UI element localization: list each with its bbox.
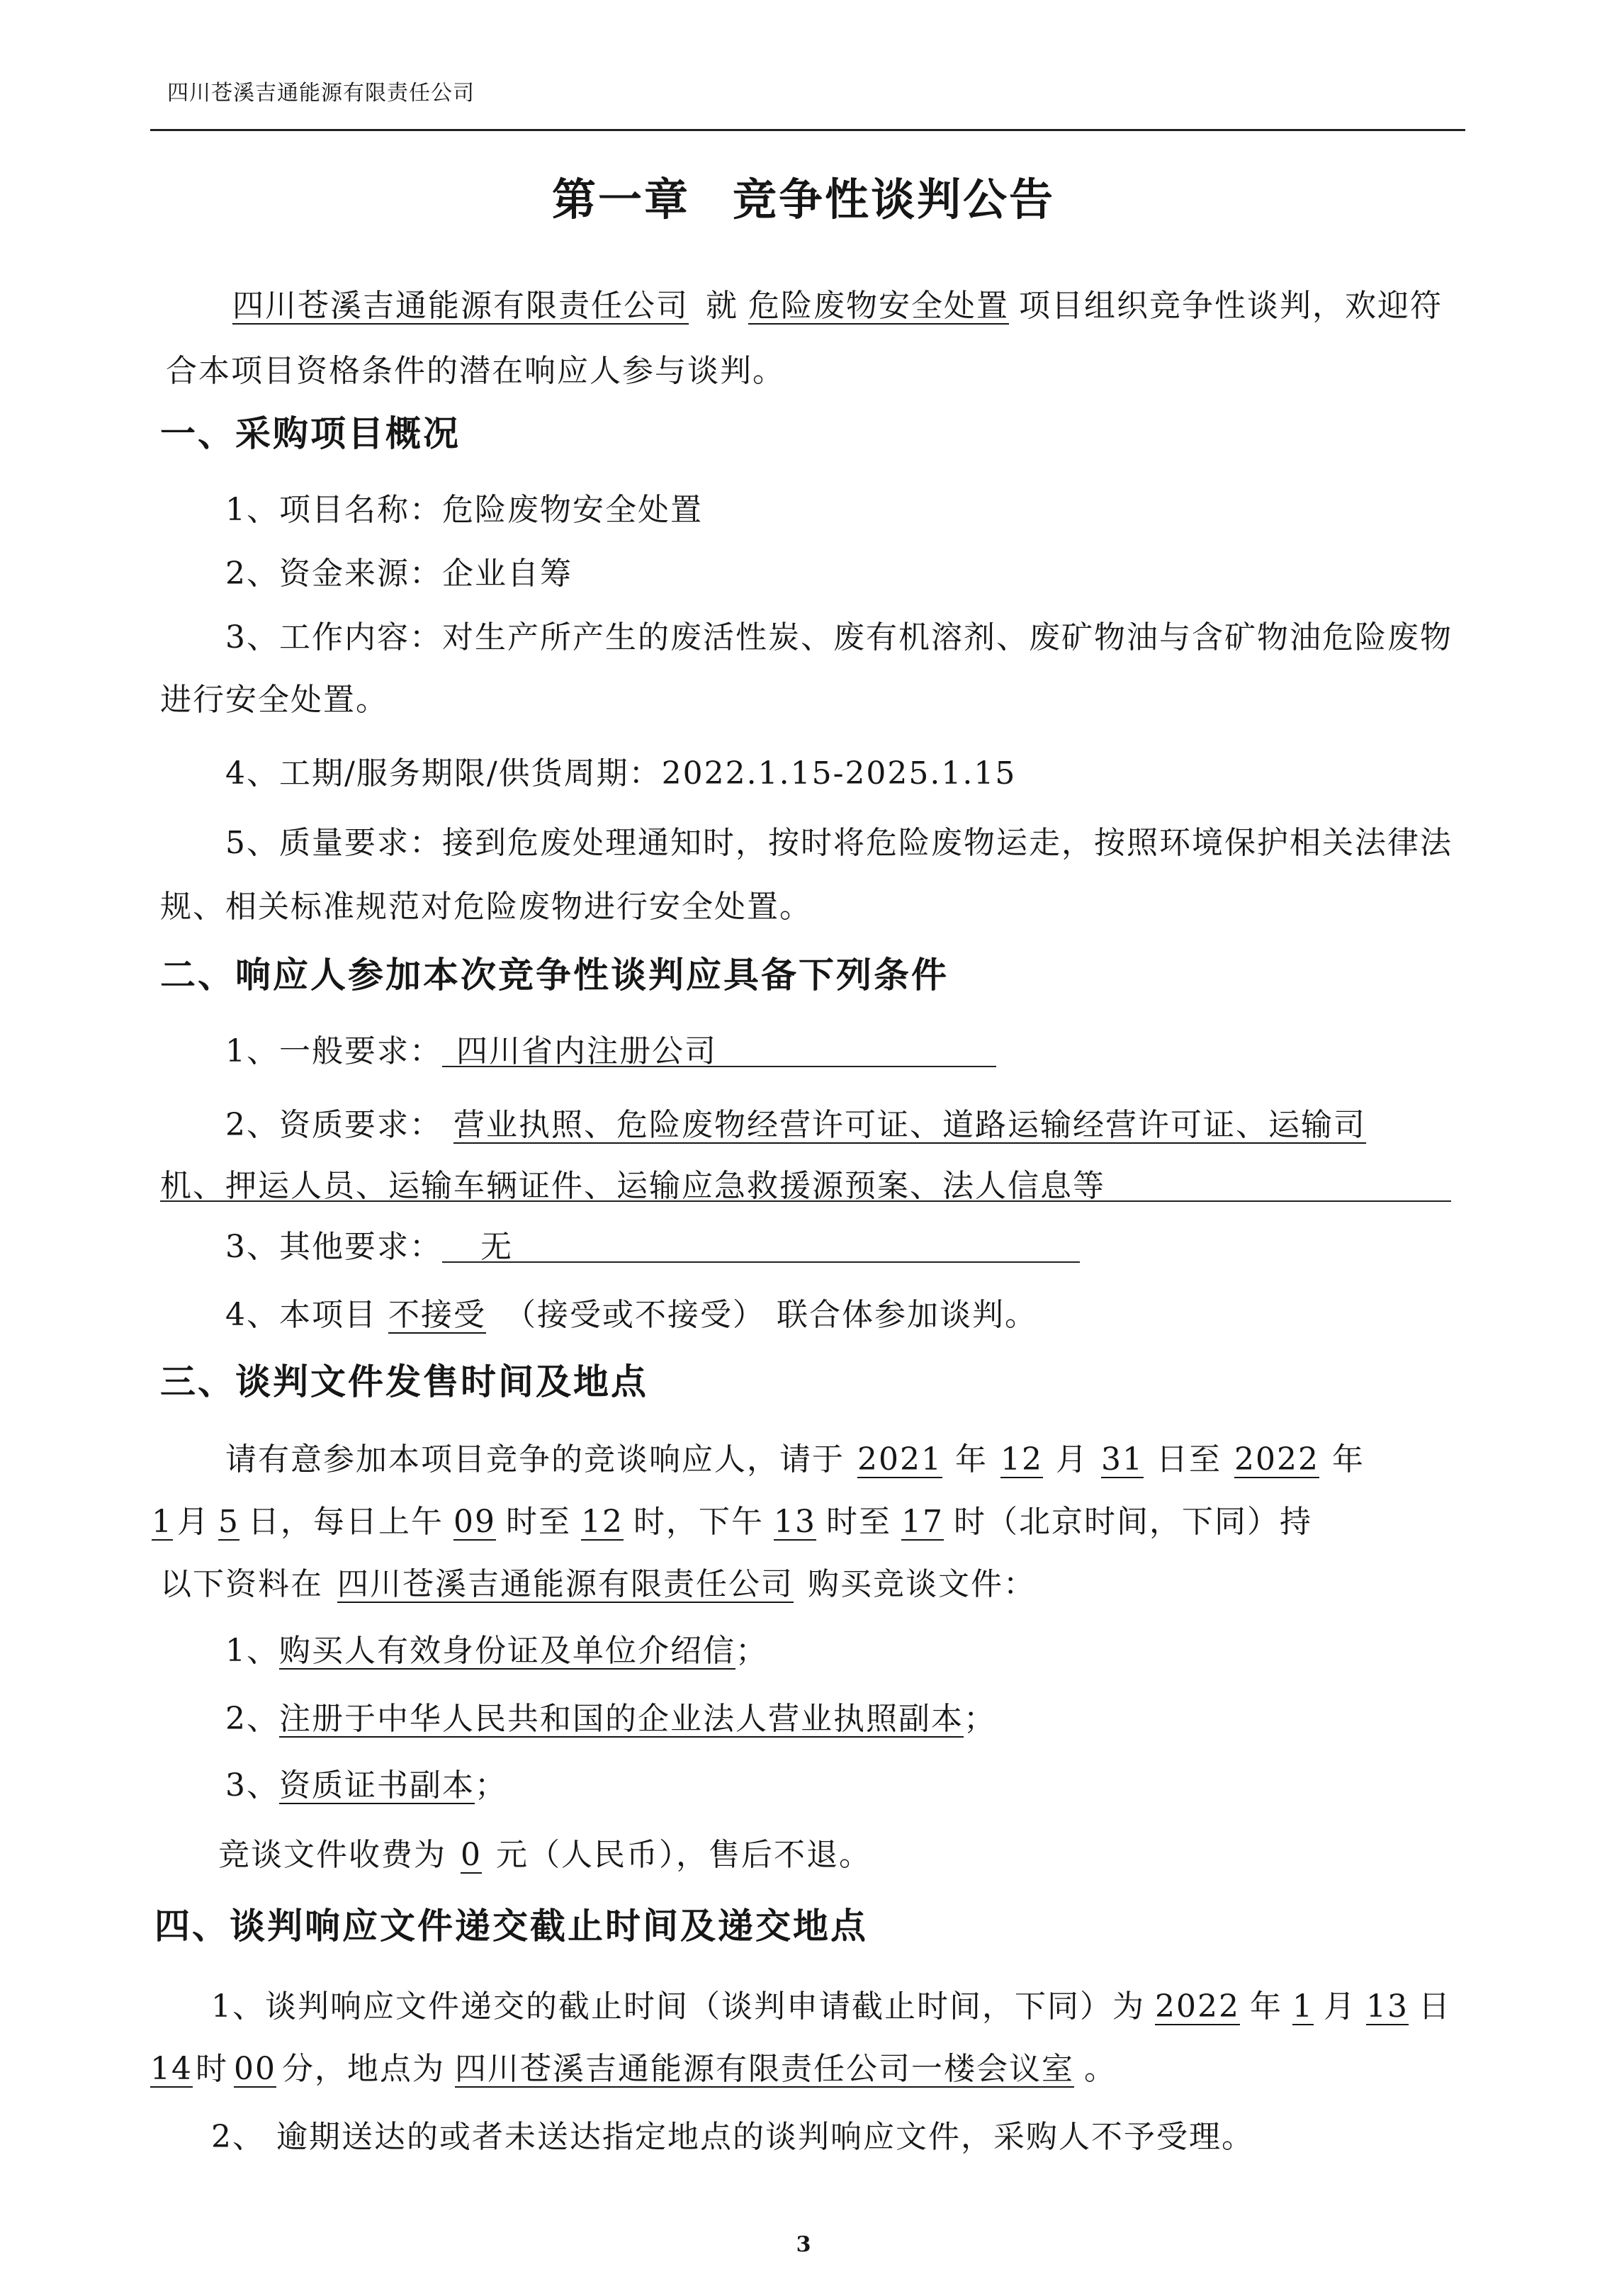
s3-para-line-2 (147, 1501, 1312, 1543)
consortium-value: 不接受 (388, 1297, 486, 1333)
s2-item-1-value: 四川省内注册公司 (442, 1030, 996, 1067)
s3-text: 月 (1055, 1441, 1088, 1478)
s1-item-3-a: 3、工作内容：对生产所产生的废活性炭、废有机溶剂、废矿物油与含矿物油危险废物 (225, 619, 1453, 655)
s3-text: 月 (177, 1504, 210, 1540)
s3-text: 购买竞谈文件： (808, 1566, 1036, 1602)
intro-text: 就 (706, 288, 738, 324)
section-heading-3: 三、谈判文件发售时间及地点 (160, 1361, 648, 1402)
chapter-name: 竞争性谈判公告 (733, 174, 1056, 225)
s3-fee (218, 1834, 872, 1876)
section-heading-2: 二、响应人参加本次竞争性谈判应具备下列条件 (160, 955, 949, 996)
s4-text: 1、谈判响应文件递交的截止时间（谈判申请截止时间，下同）为 (211, 1988, 1145, 2025)
pm-start-hour: 13 (774, 1504, 816, 1540)
s3-req-1 (225, 1630, 768, 1672)
s4-text: 。 (1084, 2051, 1117, 2087)
s3-req-3-text: 资质证书副本 (279, 1767, 475, 1803)
sale-start-year: 2021 (857, 1441, 942, 1478)
s1-item-4: 4、工期/服务期限/供货周期：2022.1.15-2025.1.15 (225, 755, 1017, 792)
s3-text: 元（人民币），售后不退。 (496, 1837, 872, 1873)
section-heading-4: 四、谈判响应文件递交截止时间及递交地点 (154, 1906, 868, 1947)
s3-req-number: 3、 (225, 1767, 279, 1803)
s3-req-number: 2、 (225, 1701, 279, 1737)
deadline-minute: 00 (234, 2051, 276, 2087)
s4-text: 年 (1249, 1988, 1282, 2025)
sale-end-month: 1 (152, 1504, 173, 1540)
s2-item-2-label: 2、资质要求： (225, 1107, 442, 1143)
s4-text: 日 (1418, 1988, 1451, 2025)
s1-item-2: 2、资金来源：企业自筹 (225, 556, 573, 592)
page-title (0, 164, 1607, 227)
s2-item-4 (225, 1294, 1037, 1336)
s1-item-3-b: 进行安全处置。 (160, 682, 388, 718)
s1-item-1: 1、项目名称：危险废物安全处置 (225, 492, 703, 528)
am-start-hour: 09 (453, 1504, 496, 1540)
intro-line-1 (167, 285, 1443, 327)
s3-text: ； (964, 1701, 996, 1737)
s3-text: 竞谈文件收费为 (218, 1837, 446, 1873)
s3-text: 年 (1331, 1441, 1365, 1478)
s3-text: 年 (954, 1441, 988, 1478)
s3-req-2 (225, 1698, 996, 1740)
intro-text: 项目组织竞争性谈判，欢迎符 (1019, 288, 1443, 324)
deadline-month: 1 (1292, 1988, 1314, 2025)
submission-place: 四川苍溪吉通能源有限责任公司一楼会议室 (455, 2051, 1074, 2087)
sale-end-day: 5 (218, 1504, 239, 1540)
s4-item-2: 2、 逾期送达的或者未送达指定地点的谈判响应文件，采购人不予受理。 (211, 2119, 1254, 2155)
deadline-day: 13 (1365, 1988, 1409, 2025)
intro-line-2: 合本项目资格条件的潜在响应人参与谈判。 (166, 353, 785, 389)
s3-req-number: 1、 (225, 1633, 279, 1669)
purchaser-name: 四川苍溪吉通能源有限责任公司 (232, 288, 689, 324)
s2-item-1-label: 1、一般要求： (225, 1033, 442, 1069)
company-header: 四川苍溪吉通能源有限责任公司 (167, 81, 475, 106)
s3-text: 时（北京时间，下同）持 (954, 1504, 1312, 1540)
s3-req-3 (225, 1765, 507, 1807)
s4-text: 分，地点为 (282, 2051, 445, 2087)
s1-item-5-a: 5、质量要求：接到危废处理通知时，按时将危险废物运走，按照环境保护相关法律法 (225, 825, 1453, 861)
fee-value: 0 (461, 1837, 482, 1873)
s2-item-3-value: 无 (442, 1226, 1080, 1263)
s3-text: 请有意参加本项目竞争的竞谈响应人，请于 (225, 1441, 845, 1478)
s2-item-1 (225, 1030, 996, 1073)
s3-text: ； (735, 1633, 768, 1669)
project-name: 危险废物安全处置 (748, 288, 1009, 324)
s3-text: ； (475, 1767, 507, 1803)
s3-text: 日，每日上午 (248, 1504, 444, 1540)
s3-para-line-1 (225, 1439, 1365, 1481)
s4-text: 时 (196, 2051, 228, 2087)
deadline-year: 2022 (1155, 1988, 1240, 2025)
s4-item-1-line-1 (211, 1986, 1451, 2028)
s3-text: 时至 (506, 1504, 571, 1540)
am-end-hour: 12 (581, 1504, 624, 1540)
page-number: 3 (796, 2232, 811, 2257)
sale-start-day: 31 (1100, 1441, 1144, 1478)
s1-item-5-b: 规、相关标准规范对危险废物进行安全处置。 (160, 889, 812, 925)
s4-item-1-line-2 (147, 2048, 1117, 2090)
chapter-label: 第一章 (551, 174, 690, 225)
deadline-hour: 14 (150, 2051, 193, 2087)
s2-item-4-text: 4、本项目 (225, 1297, 377, 1333)
header-rule (150, 129, 1465, 131)
sale-end-year: 2022 (1234, 1441, 1319, 1478)
s3-text: 以下资料在 (160, 1566, 323, 1602)
s2-item-3-label: 3、其他要求： (225, 1229, 442, 1265)
s2-item-3 (225, 1226, 1080, 1268)
s2-item-2-b (160, 1165, 1451, 1208)
s3-text: 日至 (1156, 1441, 1222, 1478)
pm-end-hour: 17 (901, 1504, 944, 1540)
s4-text: 月 (1323, 1988, 1356, 2025)
section-heading-1: 一、采购项目概况 (160, 413, 461, 454)
s2-item-2-value-a: 营业执照、危险废物经营许可证、道路运输经营许可证、运输司 (453, 1107, 1366, 1143)
s2-item-4-text: （接受或不接受） 联合体参加谈判。 (504, 1297, 1037, 1333)
s3-text: 时至 (826, 1504, 891, 1540)
s3-text: 时，下午 (633, 1504, 764, 1540)
sale-location: 四川苍溪吉通能源有限责任公司 (337, 1566, 794, 1602)
s3-req-1-text: 购买人有效身份证及单位介绍信 (279, 1633, 735, 1669)
s2-item-2-value-b: 机、押运人员、运输车辆证件、运输应急救援源预案、法人信息等 (160, 1165, 1451, 1202)
s2-item-2-a (225, 1104, 1366, 1147)
sale-start-month: 12 (1000, 1441, 1043, 1478)
s3-para-line-3 (160, 1563, 1036, 1606)
s3-req-2-text: 注册于中华人民共和国的企业法人营业执照副本 (279, 1701, 964, 1737)
